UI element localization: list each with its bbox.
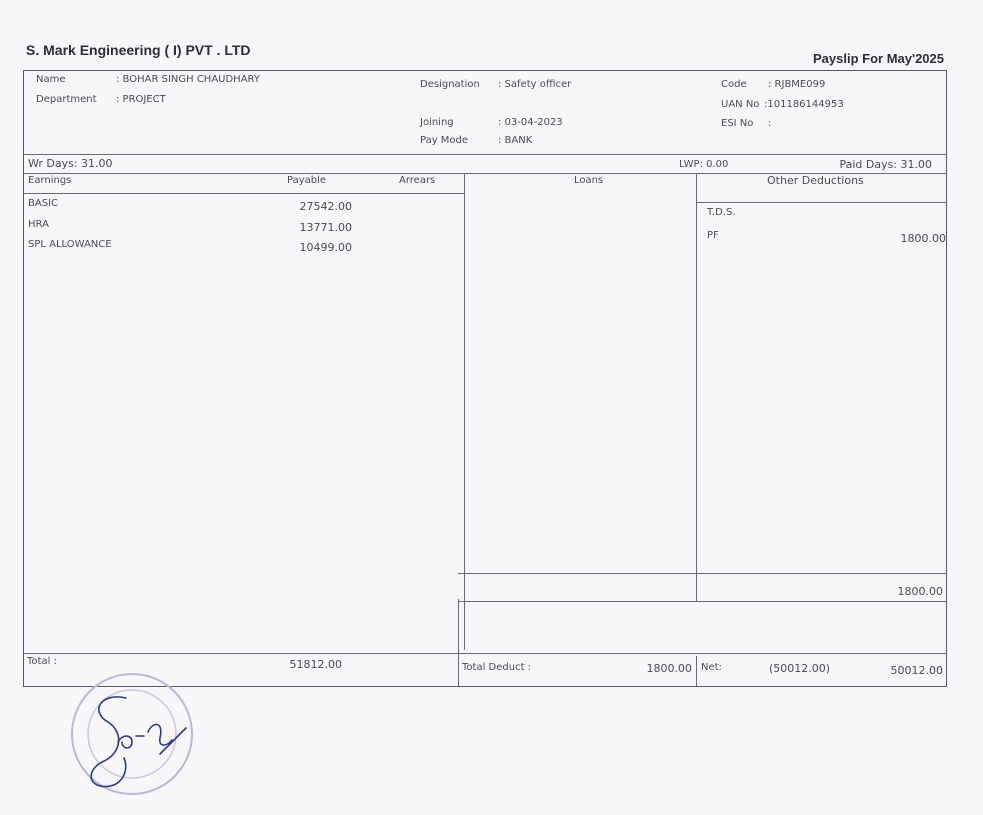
col-other-deductions: Other Deductions <box>767 174 864 187</box>
uan-value: :101186144953 <box>764 99 844 110</box>
joining-label: Joining <box>420 117 454 128</box>
divider-total-deduct <box>458 599 459 686</box>
divider-loans-deductions <box>696 173 697 601</box>
designation-label: Designation <box>420 79 480 90</box>
company-seal <box>60 662 200 797</box>
esi-value: : <box>768 118 772 129</box>
paid-days: Paid Days: 31.00 <box>839 158 932 171</box>
divider-header-earnings <box>24 193 464 194</box>
seal-outer-ring <box>72 674 192 794</box>
col-loans: Loans <box>574 175 604 186</box>
earning-name: BASIC <box>28 198 58 209</box>
earning-amount: 27542.00 <box>299 200 352 213</box>
total-deduct-value: 1800.00 <box>646 662 692 675</box>
wr-days: Wr Days: 31.00 <box>28 157 113 170</box>
divider-subtotal-top <box>458 573 946 574</box>
divider-subtotal-bottom <box>458 601 946 602</box>
col-payable: Payable <box>287 175 327 186</box>
earning-amount: 10499.00 <box>299 241 352 254</box>
signature <box>91 697 186 787</box>
deduction-name: T.D.S. <box>707 207 736 218</box>
deductions-subtotal: 1800.00 <box>897 585 943 598</box>
name-value: : BOHAR SINGH CHAUDHARY <box>116 74 260 85</box>
joining-value: : 03-04-2023 <box>498 117 563 128</box>
lwp: LWP: 0.00 <box>679 159 729 170</box>
net-value: 50012.00 <box>890 664 943 677</box>
col-arrears: Arrears <box>399 175 436 186</box>
total-value: 51812.00 <box>289 658 342 671</box>
paymode-label: Pay Mode <box>420 135 469 146</box>
uan-label: UAN No <box>721 99 760 110</box>
divider-total-row <box>24 653 946 654</box>
payslip-title: Payslip For May'2025 <box>813 51 944 66</box>
divider-days-top <box>24 154 946 155</box>
deduction-name: PF <box>707 230 719 241</box>
earning-name: HRA <box>28 219 49 230</box>
department-value: : PROJECT <box>116 94 166 105</box>
company-name: S. Mark Engineering ( I) PVT . LTD <box>26 42 251 58</box>
total-label: Total : <box>27 656 57 667</box>
name-label: Name <box>36 74 66 85</box>
divider-net <box>696 656 697 686</box>
designation-value: : Safety officer <box>498 79 572 90</box>
payslip-sheet <box>23 70 947 687</box>
esi-label: ESI No <box>721 118 754 129</box>
net-words: (50012.00) <box>769 662 831 675</box>
earning-amount: 13771.00 <box>299 221 352 234</box>
earning-name: SPL ALLOWANCE <box>28 239 112 250</box>
divider-earnings-loans <box>464 173 465 650</box>
total-deduct-label: Total Deduct : <box>462 662 532 673</box>
net-label: Net: <box>701 662 722 673</box>
code-label: Code <box>721 79 747 90</box>
department-label: Department <box>36 94 97 105</box>
paymode-value: : BANK <box>498 135 533 146</box>
code-value: : RJBME099 <box>768 79 826 90</box>
deduction-amount: 1800.00 <box>900 232 946 245</box>
divider-header-deductions <box>696 202 946 203</box>
col-earnings: Earnings <box>28 175 72 186</box>
